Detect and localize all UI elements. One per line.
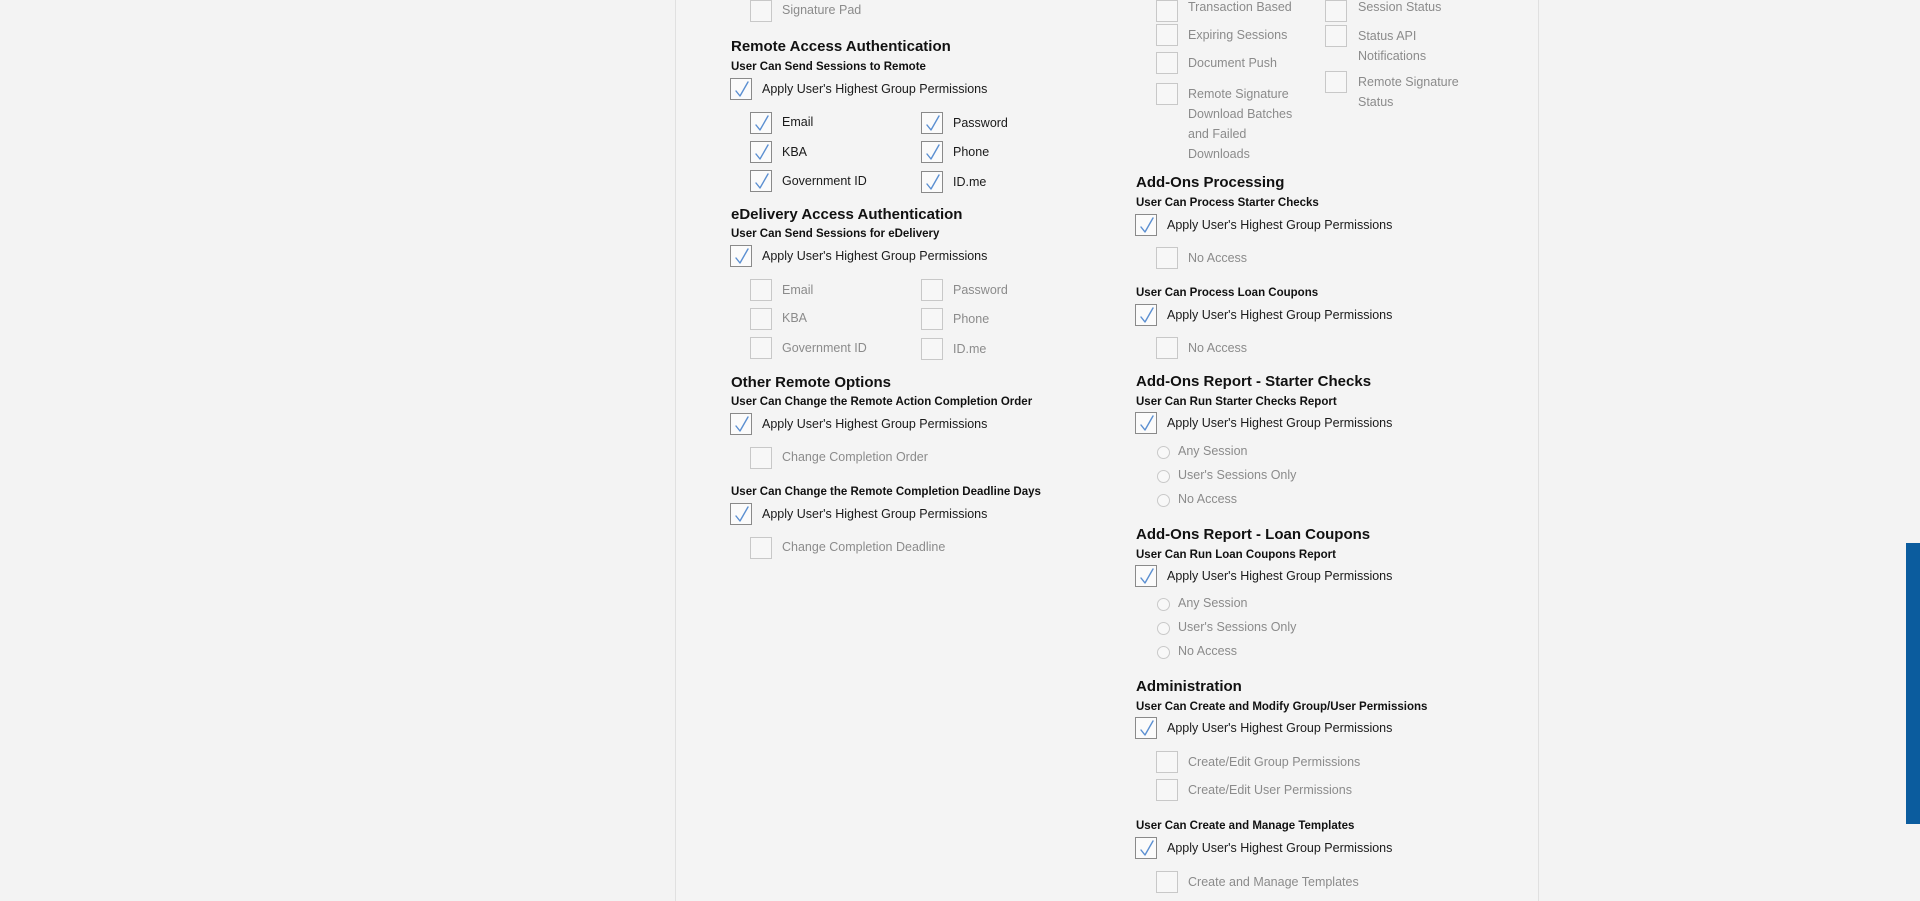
checkbox-edelivery-idme[interactable] bbox=[921, 338, 943, 360]
subheading-send-sessions-edelivery: User Can Send Sessions for eDelivery bbox=[731, 228, 940, 240]
checkbox-starter-report-apply[interactable] bbox=[1135, 412, 1157, 434]
label-change-completion-order: Change Completion Order bbox=[782, 450, 928, 464]
checkbox-document-push[interactable] bbox=[1156, 52, 1178, 74]
label-admin-perm-apply: Apply User's Highest Group Permissions bbox=[1167, 721, 1393, 735]
label-remote-signature-status-l1: Remote Signature bbox=[1358, 75, 1459, 89]
radio-loan-any-session[interactable] bbox=[1157, 598, 1170, 611]
label-edelivery-email: Email bbox=[782, 283, 814, 297]
subheading-change-deadline-days: User Can Change the Remote Completion Deadline Days bbox=[731, 486, 1041, 498]
checkmark-icon bbox=[754, 144, 770, 161]
subheading-send-sessions-remote: User Can Send Sessions to Remote bbox=[731, 61, 926, 73]
checkbox-create-edit-group-perms[interactable] bbox=[1156, 751, 1178, 773]
checkbox-starter-apply[interactable] bbox=[1135, 214, 1157, 236]
heading-report-loan-coupons: Add-Ons Report - Loan Coupons bbox=[1136, 526, 1371, 543]
checkbox-transaction-based[interactable] bbox=[1156, 0, 1178, 22]
checkmark-icon bbox=[1139, 217, 1155, 234]
checkmark-icon bbox=[754, 115, 770, 132]
radio-starter-users-sessions[interactable] bbox=[1157, 470, 1170, 483]
subheading-process-starter-checks: User Can Process Starter Checks bbox=[1136, 197, 1319, 209]
label-signature-pad: Signature Pad bbox=[782, 3, 862, 17]
checkbox-remote-signature-status[interactable] bbox=[1325, 71, 1347, 93]
subheading-manage-templates: User Can Create and Manage Templates bbox=[1136, 820, 1355, 832]
label-status-api-l2: Notifications bbox=[1358, 49, 1427, 63]
label-edelivery-kba: KBA bbox=[782, 311, 808, 325]
label-remote-idme: ID.me bbox=[953, 175, 987, 189]
label-remote-kba: KBA bbox=[782, 145, 808, 159]
label-remote-signature-download-l1: Remote Signature bbox=[1188, 87, 1289, 101]
label-edelivery-idme: ID.me bbox=[953, 342, 987, 356]
label-remote-email: Email bbox=[782, 115, 814, 129]
label-edelivery-password: Password bbox=[953, 283, 1008, 297]
label-remote-signature-status-l2: Status bbox=[1358, 95, 1394, 109]
checkbox-remote-idme[interactable] bbox=[921, 171, 943, 193]
label-edelivery-government-id: Government ID bbox=[782, 341, 867, 355]
checkbox-edelivery-phone[interactable] bbox=[921, 308, 943, 330]
radio-starter-any-session[interactable] bbox=[1157, 446, 1170, 459]
label-loan-users-sessions: User's Sessions Only bbox=[1178, 620, 1297, 634]
checkbox-expiring-sessions[interactable] bbox=[1156, 24, 1178, 46]
label-starter-users-sessions: User's Sessions Only bbox=[1178, 468, 1297, 482]
checkbox-remote-signature-download[interactable] bbox=[1156, 83, 1178, 105]
checkbox-status-api-notifications[interactable] bbox=[1325, 25, 1347, 47]
label-remote-phone: Phone bbox=[953, 145, 990, 159]
label-loan-apply: Apply User's Highest Group Permissions bbox=[1167, 308, 1393, 322]
checkbox-remote-kba[interactable] bbox=[750, 141, 772, 163]
label-create-edit-group-perms: Create/Edit Group Permissions bbox=[1188, 755, 1361, 769]
label-create-manage-templates: Create and Manage Templates bbox=[1188, 875, 1359, 889]
label-remote-apply: Apply User's Highest Group Permissions bbox=[762, 82, 988, 96]
label-loan-no-access: No Access bbox=[1188, 341, 1248, 355]
heading-addons-processing: Add-Ons Processing bbox=[1136, 174, 1285, 191]
subheading-modify-permissions: User Can Create and Modify Group/User Permissions bbox=[1136, 701, 1428, 713]
checkbox-create-edit-user-perms[interactable] bbox=[1156, 779, 1178, 801]
heading-other-remote-options: Other Remote Options bbox=[731, 374, 892, 391]
label-remote-signature-download-l4: Downloads bbox=[1188, 147, 1250, 161]
checkbox-edelivery-email[interactable] bbox=[750, 279, 772, 301]
subheading-run-starter-report: User Can Run Starter Checks Report bbox=[1136, 396, 1337, 408]
label-remote-signature-download-l2: Download Batches bbox=[1188, 107, 1293, 121]
checkbox-signature-pad[interactable] bbox=[750, 0, 772, 22]
heading-remote-access-auth: Remote Access Authentication bbox=[731, 38, 951, 55]
label-edelivery-apply: Apply User's Highest Group Permissions bbox=[762, 249, 988, 263]
checkmark-icon bbox=[925, 115, 941, 132]
label-remote-signature-download-l3: and Failed bbox=[1188, 127, 1247, 141]
scrollbar-thumb[interactable] bbox=[1906, 543, 1920, 824]
label-order-apply: Apply User's Highest Group Permissions bbox=[762, 417, 988, 431]
checkbox-edelivery-kba[interactable] bbox=[750, 308, 772, 330]
checkbox-loan-report-apply[interactable] bbox=[1135, 565, 1157, 587]
radio-starter-no-access[interactable] bbox=[1157, 494, 1170, 507]
checkbox-edelivery-password[interactable] bbox=[921, 279, 943, 301]
checkbox-edelivery-apply[interactable] bbox=[730, 245, 752, 267]
checkmark-icon bbox=[925, 174, 941, 191]
checkmark-icon bbox=[1139, 568, 1155, 585]
checkmark-icon bbox=[925, 144, 941, 161]
checkbox-create-manage-templates[interactable] bbox=[1156, 871, 1178, 893]
label-status-api-l1: Status API bbox=[1358, 29, 1417, 43]
checkmark-icon bbox=[734, 416, 750, 433]
checkbox-admin-perm-apply[interactable] bbox=[1135, 717, 1157, 739]
checkbox-change-completion-order[interactable] bbox=[750, 447, 772, 469]
checkmark-icon bbox=[734, 506, 750, 523]
label-starter-any-session: Any Session bbox=[1178, 444, 1248, 458]
checkbox-order-apply[interactable] bbox=[730, 413, 752, 435]
heading-report-starter-checks: Add-Ons Report - Starter Checks bbox=[1136, 373, 1372, 390]
heading-edelivery-auth: eDelivery Access Authentication bbox=[731, 206, 963, 223]
label-starter-no-access: No Access bbox=[1188, 251, 1248, 265]
checkbox-deadline-apply[interactable] bbox=[730, 503, 752, 525]
checkbox-session-status[interactable] bbox=[1325, 0, 1347, 22]
label-document-push: Document Push bbox=[1188, 56, 1277, 70]
label-starter-report-apply: Apply User's Highest Group Permissions bbox=[1167, 416, 1393, 430]
subheading-process-loan-coupons: User Can Process Loan Coupons bbox=[1136, 287, 1319, 299]
checkbox-loan-no-access[interactable] bbox=[1156, 337, 1178, 359]
label-starter-apply: Apply User's Highest Group Permissions bbox=[1167, 218, 1393, 232]
checkbox-starter-no-access[interactable] bbox=[1156, 247, 1178, 269]
checkmark-icon bbox=[734, 81, 750, 98]
checkbox-templates-apply[interactable] bbox=[1135, 837, 1157, 859]
label-change-completion-deadline: Change Completion Deadline bbox=[782, 540, 946, 554]
label-loan-report-apply: Apply User's Highest Group Permissions bbox=[1167, 569, 1393, 583]
subheading-change-completion-order: User Can Change the Remote Action Completion Order bbox=[731, 396, 1033, 408]
label-remote-password: Password bbox=[953, 116, 1008, 130]
heading-administration: Administration bbox=[1136, 678, 1242, 695]
checkmark-icon bbox=[734, 248, 750, 265]
checkmark-icon bbox=[1139, 415, 1155, 432]
label-loan-no-access-radio: No Access bbox=[1178, 644, 1238, 658]
radio-loan-no-access[interactable] bbox=[1157, 646, 1170, 659]
checkbox-loan-apply[interactable] bbox=[1135, 304, 1157, 326]
checkmark-icon bbox=[1139, 720, 1155, 737]
subheading-run-loan-report: User Can Run Loan Coupons Report bbox=[1136, 549, 1336, 561]
label-starter-no-access-radio: No Access bbox=[1178, 492, 1238, 506]
checkbox-remote-password[interactable] bbox=[921, 112, 943, 134]
label-expiring-sessions: Expiring Sessions bbox=[1188, 28, 1288, 42]
label-edelivery-phone: Phone bbox=[953, 312, 990, 326]
checkmark-icon bbox=[754, 173, 770, 190]
label-loan-any-session: Any Session bbox=[1178, 596, 1248, 610]
checkbox-remote-apply[interactable] bbox=[730, 78, 752, 100]
label-session-status: Session Status bbox=[1358, 0, 1442, 14]
label-deadline-apply: Apply User's Highest Group Permissions bbox=[762, 507, 988, 521]
checkbox-remote-email[interactable] bbox=[750, 112, 772, 134]
label-transaction-based: Transaction Based bbox=[1188, 0, 1292, 14]
checkbox-remote-government-id[interactable] bbox=[750, 170, 772, 192]
checkmark-icon bbox=[1139, 307, 1155, 324]
checkbox-change-completion-deadline[interactable] bbox=[750, 537, 772, 559]
radio-loan-users-sessions[interactable] bbox=[1157, 622, 1170, 635]
label-remote-government-id: Government ID bbox=[782, 174, 867, 188]
checkbox-edelivery-government-id[interactable] bbox=[750, 337, 772, 359]
checkbox-remote-phone[interactable] bbox=[921, 141, 943, 163]
label-create-edit-user-perms: Create/Edit User Permissions bbox=[1188, 783, 1352, 797]
checkmark-icon bbox=[1139, 840, 1155, 857]
label-templates-apply: Apply User's Highest Group Permissions bbox=[1167, 841, 1393, 855]
